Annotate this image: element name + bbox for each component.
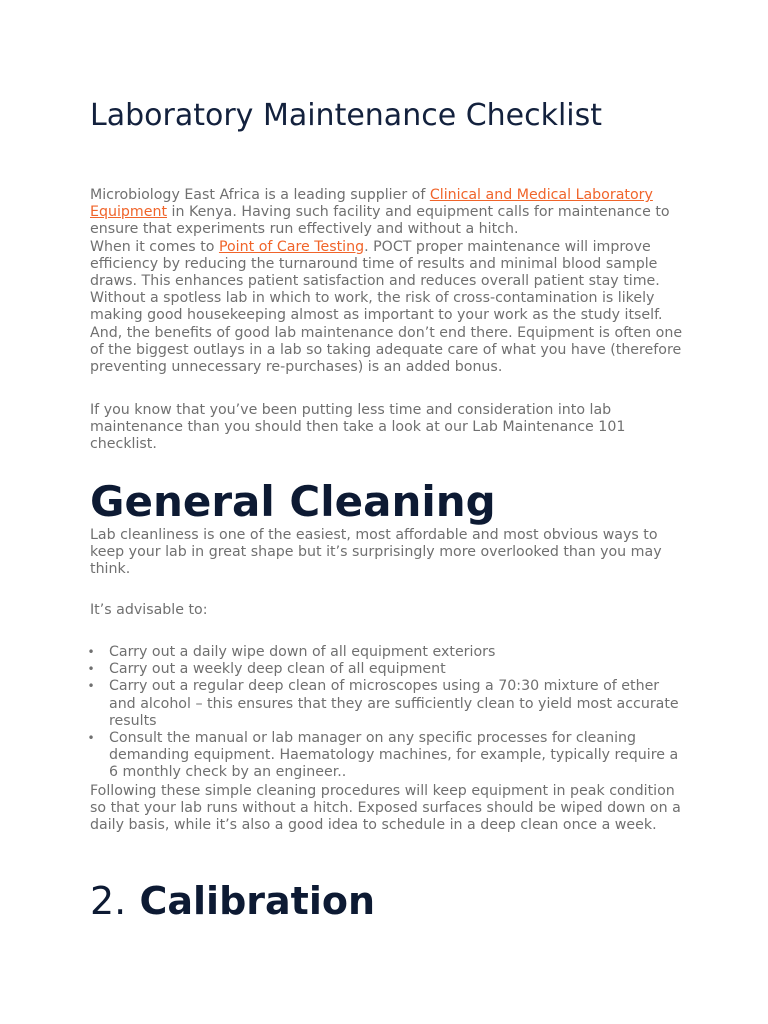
intro-text-after-link: in Kenya. Having such facility and equipment calls for maintenance to ensure that experiments run effectively and without a hitch. [90,204,670,238]
following-paragraph: Following these simple cleaning procedures will keep equipment in peak condition so that your lab runs without a hitch. Exposed surfaces should be wiped down on a daily basis, while it’s also a good idea to schedule in a deep clean once a week. [90,783,681,834]
calibration-number: 2. [90,879,127,923]
point-of-care-testing-link[interactable]: Point of Care Testing [218,238,365,255]
list-item [87,678,690,730]
bullet-icon: • [87,679,95,694]
poct-text-before-link: When it comes to [90,238,219,255]
advisable-paragraph: It’s advisable to: [90,602,208,618]
list-item-text: Carry out a daily wipe down of all equipment exteriors [109,644,496,660]
bullet-icon: • [87,662,95,677]
list-item-text: Carry out a regular deep clean of microscopes using a 70:30 mixture of ether and alcohol – this ensures that they are sufficiently clean to yield most accurate results [109,678,679,729]
page-title: Laboratory Maintenance Checklist [90,98,603,133]
list-item-text: Consult the manual or lab manager on any specific processes for cleaning demanding equipment. Haematology machines, for example, typically require a 6 monthly check by an engineer.. [109,730,679,781]
intro-text-before-link: Microbiology East Africa is a leading supplier of [90,187,430,203]
poct-text-after-link: . POCT proper maintenance will improve efficiency by reducing the turnaround time of results and minimal blood sample draws. This enhances patient satisfaction and reduces overall patient stay time. Without a spotless lab in which to work, the risk of cross-contamination is likely making good housekeeping almost as important to your work as the study itself. And, the benefits of good lab maintenance don’t end there. Equipment is often one of the biggest outlays in a lab so taking adequate care of what you have (therefore preventing unnecessary re-purchases) is an added bonus. [90,238,683,376]
cleaning-bullet-list [87,644,690,782]
list-item-text: Carry out a weekly deep clean of all equipment [109,661,446,678]
bullet-icon: • [87,731,95,746]
intro-section [90,187,690,376]
general-cleaning-heading: General Cleaning [90,477,496,526]
intro-paragraph-supplier [90,187,690,239]
clinical-equipment-link[interactable]: Clinical and Medical Laboratory Equipment [90,187,653,221]
intro-paragraph-poct [90,239,690,377]
calibration-heading [90,876,375,926]
list-item [87,661,690,678]
checklist-intro-paragraph: If you know that you’ve been putting less time and consideration into lab maintenance than you should then take a look at our Lab Maintenance 101 checklist. [90,402,626,453]
cleanliness-paragraph: Lab cleanliness is one of the easiest, most affordable and most obvious ways to keep your lab in great shape but it’s surprisingly more overlooked than you may think. [90,527,662,578]
list-item [87,730,690,782]
list-item [87,644,690,661]
calibration-title: Calibration [139,879,376,923]
bullet-icon: • [87,645,95,659]
